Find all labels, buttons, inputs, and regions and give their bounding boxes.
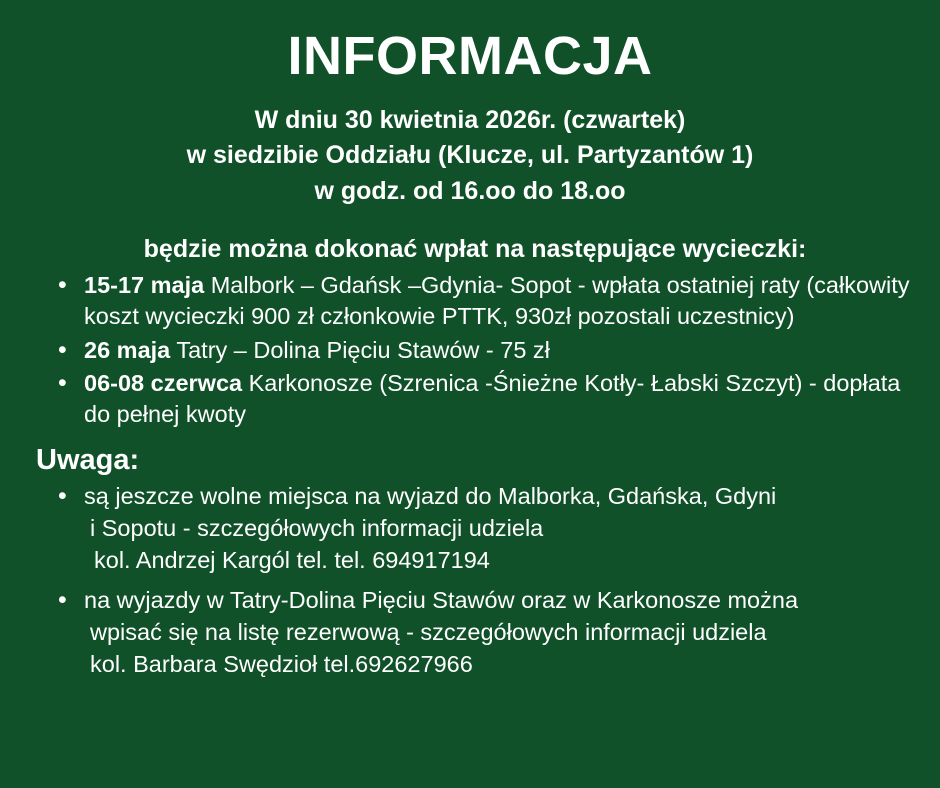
note-contact-line: kol. Andrzej Kargól tel. tel. 694917194 <box>94 547 490 574</box>
trip-description: Malbork – Gdańsk –Gdynia- Sopot - wpłata ostatniej raty (całkowity koszt wycieczki 900 zł członkowie PTTK, 930zł pozostali uczestnicy) <box>84 272 910 330</box>
list-item <box>50 481 920 577</box>
list-item <box>50 335 920 366</box>
trip-description: Karkonosze (Szrenica -Śnieżne Kotły- Łabski Szczyt) - dopłata do pełnej kwoty <box>84 369 901 428</box>
note-list <box>20 481 920 689</box>
list-item <box>50 585 920 681</box>
trip-date: 26 maja <box>84 336 171 363</box>
trip-list <box>20 270 920 432</box>
page-title: INFORMACJA <box>287 26 653 86</box>
event-location-line: w siedzibie Oddziału (Klucze, ul. Partyzantów 1) <box>186 141 754 170</box>
event-date-line: W dniu 30 kwietnia 2026r. (czwartek) <box>254 105 686 134</box>
note-contact-line: kol. Barbara Swędzioł tel.692627966 <box>90 651 473 678</box>
event-details <box>20 103 920 210</box>
trip-description: Tatry – Dolina Pięciu Stawów - 75 zł <box>170 336 550 363</box>
note-line: • na wyjazdy w Tatry-Dolina Pięciu Stawów oraz w Karkonosze można <box>84 587 799 614</box>
trip-date: 06-08 czerwca <box>84 369 243 396</box>
note-heading: Uwaga: <box>36 444 140 477</box>
trip-date: 15-17 maja <box>84 272 205 299</box>
note-line: i Sopotu - szczegółowych informacji udziela <box>90 515 544 542</box>
event-hours-line: w godz. od 16.oo do 18.oo <box>314 176 626 205</box>
note-line: wpisać się na listę rezerwową - szczegółowych informacji udziela <box>90 619 767 646</box>
note-line: • są jeszcze wolne miejsca na wyjazd do Malborka, Gdańska, Gdyni <box>84 483 777 510</box>
list-item <box>50 368 920 431</box>
payments-lead-text: będzie można dokonać wpłat na następujące wycieczki: <box>143 235 807 264</box>
list-item <box>50 270 920 333</box>
